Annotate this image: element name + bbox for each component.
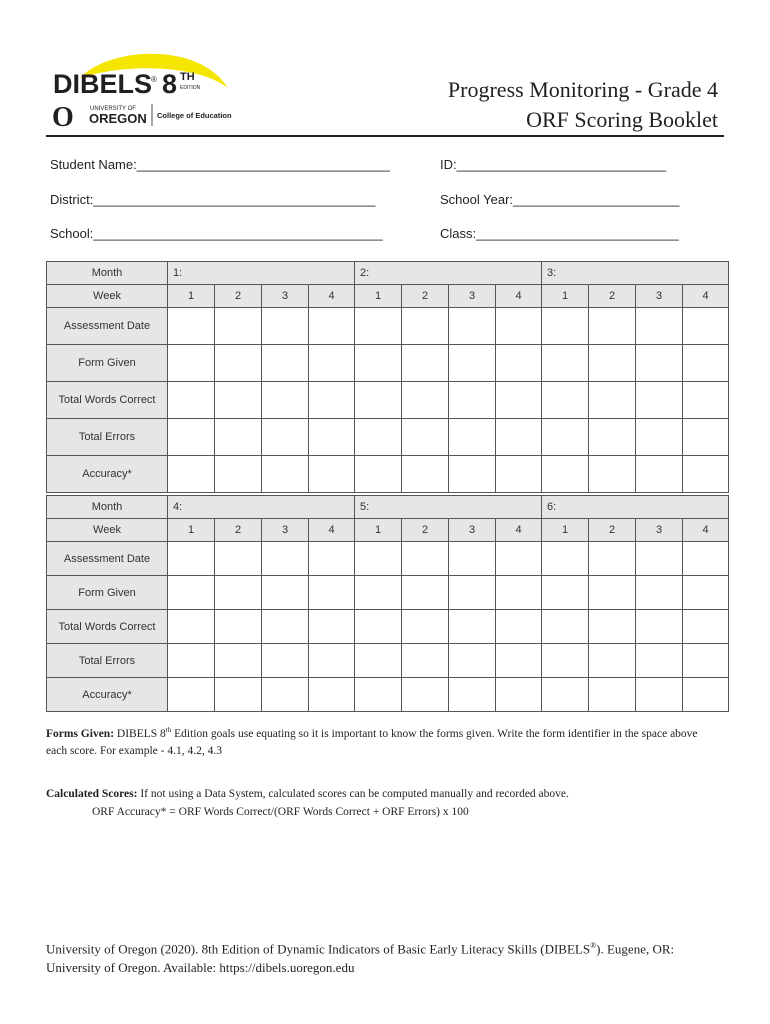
row-label: Form Given: [47, 576, 168, 610]
score-cell[interactable]: [215, 542, 262, 576]
score-cell[interactable]: [402, 456, 449, 493]
citation-registered: ®: [590, 941, 597, 950]
table-1-body: [47, 308, 729, 493]
row-label: Total Errors: [47, 644, 168, 678]
score-cell[interactable]: [309, 610, 355, 644]
score-cell[interactable]: [215, 419, 262, 456]
score-cell[interactable]: [589, 610, 636, 644]
score-cell[interactable]: [402, 382, 449, 419]
score-cell[interactable]: [215, 678, 262, 712]
score-cell[interactable]: [636, 419, 683, 456]
score-cell[interactable]: [683, 678, 729, 712]
week-cell: 3: [262, 519, 309, 542]
score-cell[interactable]: [496, 542, 542, 576]
week-cell: 4: [496, 519, 542, 542]
forms-given-sup: th: [165, 726, 172, 734]
score-cell[interactable]: [542, 382, 589, 419]
forms-given-pre: DIBELS 8: [114, 727, 166, 740]
month-cell: 3:: [542, 262, 729, 285]
score-cell[interactable]: [683, 456, 729, 493]
week-label: Week: [47, 519, 168, 542]
score-cell[interactable]: [636, 542, 683, 576]
score-cell[interactable]: [402, 576, 449, 610]
week-cell: 2: [402, 285, 449, 308]
score-cell[interactable]: [215, 576, 262, 610]
score-cell[interactable]: [589, 345, 636, 382]
score-cell[interactable]: [262, 345, 309, 382]
week-cell: 4: [683, 285, 729, 308]
score-cell[interactable]: [449, 345, 496, 382]
week-cell: 4: [309, 519, 355, 542]
score-cell[interactable]: [636, 456, 683, 493]
score-cell[interactable]: [402, 610, 449, 644]
title-line-1: Progress Monitoring - Grade 4: [447, 77, 718, 102]
row-label: Total Words Correct: [47, 382, 168, 419]
week-cell: 2: [589, 519, 636, 542]
dibels-logo-graphic: [50, 48, 240, 130]
score-row: [47, 419, 729, 456]
score-cell[interactable]: [309, 308, 355, 345]
score-cell[interactable]: [355, 610, 402, 644]
score-cell[interactable]: [496, 576, 542, 610]
week-row: [47, 519, 729, 542]
score-cell[interactable]: [589, 644, 636, 678]
score-cell[interactable]: [168, 382, 215, 419]
score-cell[interactable]: [402, 345, 449, 382]
score-cell[interactable]: [542, 419, 589, 456]
page-title: [448, 75, 718, 135]
score-cell[interactable]: [496, 308, 542, 345]
score-cell[interactable]: [589, 456, 636, 493]
score-cell[interactable]: [449, 419, 496, 456]
score-cell[interactable]: [402, 542, 449, 576]
score-cell[interactable]: [683, 419, 729, 456]
score-cell[interactable]: [262, 610, 309, 644]
score-cell[interactable]: [402, 644, 449, 678]
score-cell[interactable]: [589, 419, 636, 456]
week-cell: 2: [215, 519, 262, 542]
id-field[interactable]: ID:_____________________________: [440, 157, 667, 172]
logo-edition-word: EDITION: [180, 85, 201, 91]
score-cell[interactable]: [309, 542, 355, 576]
score-cell[interactable]: [215, 345, 262, 382]
week-cell: 2: [589, 285, 636, 308]
score-cell[interactable]: [636, 308, 683, 345]
score-cell[interactable]: [168, 456, 215, 493]
week-cell: 3: [636, 285, 683, 308]
score-cell[interactable]: [262, 419, 309, 456]
score-cell[interactable]: [355, 382, 402, 419]
week-cell: 1: [355, 285, 402, 308]
calculated-scores-label: Calculated Scores:: [46, 788, 138, 800]
month-row: [47, 496, 729, 519]
score-cell[interactable]: [215, 644, 262, 678]
score-cell[interactable]: [636, 678, 683, 712]
score-cell[interactable]: [496, 456, 542, 493]
week-cell: 3: [449, 519, 496, 542]
row-label: Accuracy*: [47, 678, 168, 712]
week-cell: 1: [168, 285, 215, 308]
score-cell[interactable]: [309, 678, 355, 712]
score-cell[interactable]: [168, 576, 215, 610]
student-name-field[interactable]: Student Name:___________________________________: [50, 157, 390, 172]
week-cell: 3: [449, 285, 496, 308]
score-cell[interactable]: [636, 610, 683, 644]
score-cell[interactable]: [355, 419, 402, 456]
score-row: [47, 308, 729, 345]
row-label: Assessment Date: [47, 308, 168, 345]
month-row: [47, 262, 729, 285]
score-cell[interactable]: [683, 382, 729, 419]
score-cell[interactable]: [168, 678, 215, 712]
row-label: Form Given: [47, 345, 168, 382]
score-cell[interactable]: [262, 456, 309, 493]
month-cell: 1:: [168, 262, 355, 285]
score-cell[interactable]: [262, 382, 309, 419]
orf-score-table-1: [46, 261, 729, 493]
score-cell[interactable]: [589, 382, 636, 419]
score-row: [47, 678, 729, 712]
score-row: [47, 644, 729, 678]
score-cell[interactable]: [168, 345, 215, 382]
score-cell[interactable]: [215, 308, 262, 345]
forms-given-text: Edition goals use equating so it is important to know the forms given. Write the form identifier in the space above each score. For example - 4.1, 4.2, 4.3: [46, 727, 698, 757]
week-cell: 3: [262, 285, 309, 308]
logo-edition-suffix: TH: [180, 71, 195, 83]
score-cell[interactable]: [262, 542, 309, 576]
score-row: [47, 456, 729, 493]
score-cell[interactable]: [355, 456, 402, 493]
score-row: [47, 610, 729, 644]
score-cell[interactable]: [589, 308, 636, 345]
citation-text-pre: University of Oregon (2020). 8th Edition of Dynamic Indicators of Basic Early Literacy Skills (DIBELS: [46, 941, 591, 957]
logo-o-mark: O: [52, 102, 74, 130]
score-cell[interactable]: [542, 542, 589, 576]
score-cell[interactable]: [309, 576, 355, 610]
score-cell[interactable]: [309, 419, 355, 456]
week-cell: 4: [683, 519, 729, 542]
score-cell[interactable]: [168, 610, 215, 644]
school-year-field[interactable]: School Year:_______________________: [440, 192, 680, 207]
score-cell[interactable]: [542, 610, 589, 644]
citation-footer: [46, 936, 726, 977]
score-cell[interactable]: [355, 542, 402, 576]
score-cell[interactable]: [168, 419, 215, 456]
score-cell[interactable]: [262, 644, 309, 678]
score-row: [47, 542, 729, 576]
score-row: [47, 345, 729, 382]
week-row: [47, 285, 729, 308]
month-cell: 6:: [542, 496, 729, 519]
month-cell: 4:: [168, 496, 355, 519]
week-label: Week: [47, 285, 168, 308]
score-cell[interactable]: [496, 345, 542, 382]
week-cell: 1: [168, 519, 215, 542]
row-label: Total Words Correct: [47, 610, 168, 644]
score-cell[interactable]: [449, 542, 496, 576]
month-label: Month: [47, 496, 168, 519]
score-cell[interactable]: [449, 678, 496, 712]
score-cell[interactable]: [402, 678, 449, 712]
citation-text-post: ). Eugene, OR: University of Oregon. Available: https://dibels.uoregon.edu: [46, 941, 675, 976]
score-cell[interactable]: [215, 382, 262, 419]
score-cell[interactable]: [355, 576, 402, 610]
month-cell: 2:: [355, 262, 542, 285]
forms-given-note: [46, 722, 716, 760]
score-cell[interactable]: [402, 308, 449, 345]
week-cell: 1: [542, 519, 589, 542]
score-cell[interactable]: [542, 456, 589, 493]
score-cell[interactable]: [309, 456, 355, 493]
score-cell[interactable]: [542, 308, 589, 345]
class-field[interactable]: Class:____________________________: [440, 226, 679, 241]
row-label: Assessment Date: [47, 542, 168, 576]
score-cell[interactable]: [683, 345, 729, 382]
score-cell[interactable]: [496, 610, 542, 644]
score-cell[interactable]: [683, 542, 729, 576]
dibels-logo: [50, 48, 240, 130]
week-cell: 3: [636, 519, 683, 542]
score-cell[interactable]: [449, 644, 496, 678]
orf-score-table-2: [46, 495, 729, 712]
score-cell[interactable]: [449, 456, 496, 493]
score-cell[interactable]: [309, 644, 355, 678]
score-cell[interactable]: [636, 576, 683, 610]
score-cell[interactable]: [215, 456, 262, 493]
row-label: Total Errors: [47, 419, 168, 456]
score-cell[interactable]: [589, 576, 636, 610]
accuracy-formula: ORF Accuracy* = ORF Words Correct/(ORF Words Correct + ORF Errors) x 100: [92, 806, 469, 818]
score-cell[interactable]: [683, 644, 729, 678]
score-cell[interactable]: [589, 678, 636, 712]
score-cell[interactable]: [262, 308, 309, 345]
week-cell: 1: [542, 285, 589, 308]
score-cell[interactable]: [542, 678, 589, 712]
score-cell[interactable]: [355, 678, 402, 712]
score-cell[interactable]: [589, 542, 636, 576]
score-cell[interactable]: [449, 610, 496, 644]
score-cell[interactable]: [636, 644, 683, 678]
score-cell[interactable]: [636, 345, 683, 382]
score-cell[interactable]: [262, 576, 309, 610]
forms-given-label: Forms Given:: [46, 727, 115, 740]
score-row: [47, 576, 729, 610]
score-cell[interactable]: [542, 644, 589, 678]
score-cell[interactable]: [309, 345, 355, 382]
title-line-2: ORF Scoring Booklet: [526, 107, 718, 132]
score-cell[interactable]: [496, 419, 542, 456]
score-cell[interactable]: [496, 382, 542, 419]
score-cell[interactable]: [355, 308, 402, 345]
score-cell[interactable]: [168, 308, 215, 345]
score-cell[interactable]: [542, 345, 589, 382]
school-field[interactable]: School:________________________________________: [50, 226, 383, 241]
month-cell: 5:: [355, 496, 542, 519]
score-cell[interactable]: [683, 576, 729, 610]
score-cell[interactable]: [542, 576, 589, 610]
logo-college: College of Education: [157, 111, 232, 120]
score-cell[interactable]: [215, 610, 262, 644]
score-cell[interactable]: [683, 308, 729, 345]
logo-university-line2: OREGON: [89, 111, 147, 126]
score-cell[interactable]: [402, 419, 449, 456]
logo-registered: ®: [151, 75, 157, 84]
score-cell[interactable]: [355, 345, 402, 382]
score-cell[interactable]: [168, 542, 215, 576]
district-field[interactable]: District:_______________________________________: [50, 192, 376, 207]
score-cell[interactable]: [449, 576, 496, 610]
week-cell: 1: [355, 519, 402, 542]
table-2-body: [47, 542, 729, 712]
score-cell[interactable]: [355, 644, 402, 678]
logo-brand: DIBELS: [53, 69, 153, 99]
score-cell[interactable]: [496, 678, 542, 712]
score-cell[interactable]: [496, 644, 542, 678]
week-cell: 2: [402, 519, 449, 542]
calculated-scores-note: [46, 786, 726, 803]
week-cell: 4: [309, 285, 355, 308]
calculated-scores-text: If not using a Data System, calculated scores can be computed manually and recorded above.: [137, 788, 569, 800]
month-label: Month: [47, 262, 168, 285]
score-cell[interactable]: [449, 308, 496, 345]
week-cell: 2: [215, 285, 262, 308]
score-cell[interactable]: [449, 382, 496, 419]
score-cell[interactable]: [683, 610, 729, 644]
logo-university-line1: UNIVERSITY OF: [90, 106, 136, 112]
score-cell[interactable]: [309, 382, 355, 419]
score-cell[interactable]: [262, 678, 309, 712]
score-row: [47, 382, 729, 419]
logo-edition-number: 8: [162, 69, 178, 99]
score-cell[interactable]: [168, 644, 215, 678]
row-label: Accuracy*: [47, 456, 168, 493]
score-cell[interactable]: [636, 382, 683, 419]
header-divider: [46, 135, 724, 137]
week-cell: 4: [496, 285, 542, 308]
